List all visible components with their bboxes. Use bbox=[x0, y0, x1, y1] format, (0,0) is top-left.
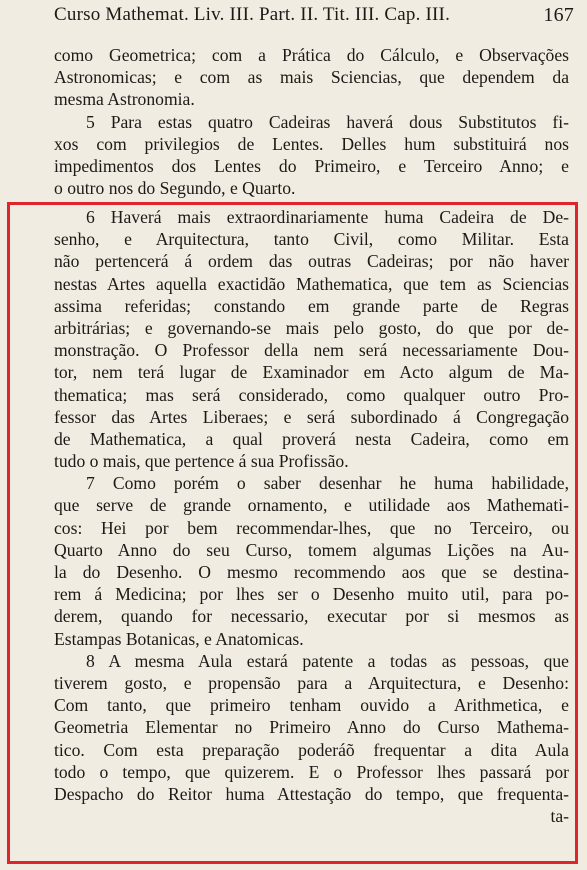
text-line: senho, e Arquitectura, tanto Civil, como Militar. Esta bbox=[54, 229, 569, 250]
text-line: assima referidas; constando em grande parte de Regras bbox=[54, 295, 569, 316]
text-line: fessor das Artes Liberaes; e será subordinado á Congregação bbox=[54, 406, 569, 427]
highlighted-text-block bbox=[54, 206, 569, 827]
catchword: ta- bbox=[550, 806, 569, 827]
text-line: 5 Para estas quatro Cadeiras haverá dous Substitutos fi- bbox=[86, 111, 569, 132]
text-line: xos com privilegios de Lentes. Delles hum substituirá nos bbox=[54, 133, 569, 154]
text-line: cos: Hei por bem recommendar-lhes, que no Terceiro, ou bbox=[54, 517, 569, 538]
text-line: Estampas Botanicas, e Anatomicas. bbox=[54, 628, 304, 649]
running-title: Curso Mathemat. Liv. III. Part. II. Tit. III. Cap. III. bbox=[54, 4, 451, 25]
text-line: arbitrárias; e governando-se mais pelo gosto, do que por de- bbox=[54, 317, 569, 338]
text-line: como Geometrica; com a Prática do Cálculo, e Observações bbox=[54, 45, 569, 65]
text-line: Astronomicas; e com as mais Sciencias, que dependem da bbox=[54, 67, 569, 88]
page-header bbox=[54, 4, 574, 34]
top-text-block bbox=[54, 44, 569, 199]
text-line: Com tanto, que primeiro tenham ouvido a Arithmetica, e bbox=[54, 695, 569, 716]
text-line: 8 A mesma Aula estará patente a todas as pessoas, que bbox=[86, 650, 569, 671]
text-line: que serve de grande ornamento, e utilidade aos Mathemati- bbox=[54, 495, 569, 516]
text-line: tico. Com esta preparação poderáõ frequentar a dita Aula bbox=[54, 739, 569, 760]
text-line: mesma Astronomia. bbox=[54, 89, 195, 110]
text-line: Despacho do Reitor huma Attestação do tempo, que frequenta- bbox=[54, 783, 569, 804]
text-line: impedimentos dos Lentes do Primeiro, e Terceiro Anno; e bbox=[54, 155, 569, 176]
text-line: todo o tempo, que quizerem. E o Professor lhes passará por bbox=[54, 761, 569, 782]
text-line: Geometria Elementar no Primeiro Anno do Curso Mathema- bbox=[54, 717, 569, 738]
text-line: não pertencerá á ordem das outras Cadeiras; por não haver bbox=[54, 251, 569, 272]
text-line: tudo o mais, que pertence á sua Profissão. bbox=[54, 451, 349, 472]
text-line: monstração. O Professor della nem será necessariamente Dou- bbox=[54, 340, 569, 361]
text-line: tiverem gosto, e propensão para a Arquitectura, e Desenho: bbox=[54, 672, 569, 693]
text-line: de Mathematica, a qual proverá nesta Cadeira, como em bbox=[54, 428, 569, 449]
text-line: Quarto Anno do seu Curso, tomem algumas Lições na Au- bbox=[54, 539, 569, 560]
text-line: nestas Artes aquella exactidão Mathematica, que tem as Sciencias bbox=[54, 273, 569, 294]
text-line: tor, nem terá lugar de Examinador em Acto algum de Ma- bbox=[54, 362, 569, 383]
text-line: derem, quando for necessario, executar por si mesmos as bbox=[54, 606, 569, 627]
text-line: o outro nos do Segundo, e Quarto. bbox=[54, 178, 296, 199]
text-line: 6 Haverá mais extraordinariamente huma Cadeira de De- bbox=[86, 207, 569, 227]
text-line: la do Desenho. O mesmo recommendo aos que se destina- bbox=[54, 562, 569, 582]
text-line: thematica; mas será considerado, como qualquer outro Pro- bbox=[54, 384, 569, 405]
text-line: 7 Como porém o saber desenhar he huma habilidade, bbox=[86, 473, 569, 494]
text-line: rem á Medicina; por lhes ser o Desenho muito util, para po- bbox=[54, 584, 569, 605]
page-number: 167 bbox=[543, 4, 574, 26]
